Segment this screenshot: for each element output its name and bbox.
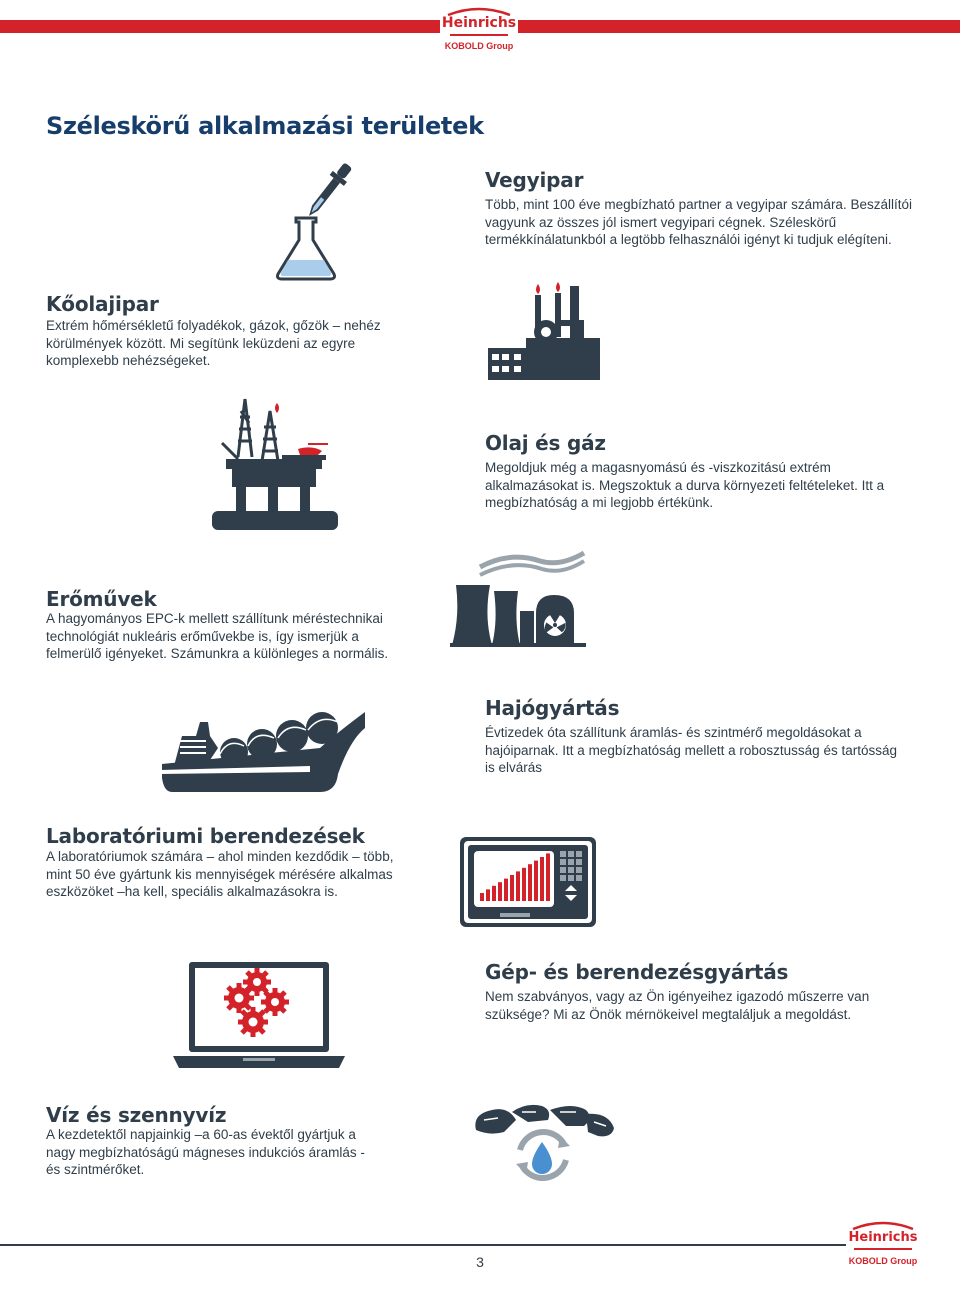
footer-logo-underline xyxy=(854,1248,912,1250)
lab-display-bar xyxy=(486,889,490,901)
lab-display-bar xyxy=(540,857,544,901)
nuclear-plant-icon xyxy=(450,547,586,647)
section-text-olaj-gaz: Megoldjuk még a magasnyomású és -viszkozitású extrém alkalmazásokat is. Megszoktuk a durva környezeti feltételeket. Itt a megbízhatóság a mi legjobb értékünk. xyxy=(485,460,885,510)
footer-logo-arc-icon xyxy=(851,1220,915,1230)
section-text-gepgyartas: Nem szabványos, vagy az Ön igényeihez igazodó műszerre van szüksége? Mi az Önök mérnökeivel megtaláljuk a megoldást. xyxy=(485,989,870,1022)
lng-ship-icon xyxy=(160,708,370,794)
section-text-koolajipar: Extrém hőmérsékletű folyadékok, gázok, gőzök – nehéz körülmények között. Mi segítünk leküzdeni az egyre komplexebb nehézségeket. xyxy=(46,318,381,368)
footer-logo xyxy=(846,1218,920,1268)
section-title-laboratoriumi: Laboratóriumi berendezések xyxy=(46,824,365,848)
section-text-eromuvek: A hagyományos EPC-k mellett szállítunk méréstechnikai technológiát nukleáris erőművekbe is, így ismerjük a felmerülő igényeket. Számunkra a különleges a normális. xyxy=(46,611,389,661)
lab-display-bar xyxy=(546,853,550,901)
lab-display-bar xyxy=(534,861,538,901)
section-title-olaj-gaz: Olaj és gáz xyxy=(485,431,606,455)
section-text-vegyipar: Több, mint 100 éve megbízható partner a vegyipar számára. Beszállítói vagyunk az összes jól ismert vegyipari cégnek. Széleskörű termékkínálatunkból a legtöbb felhasználói igényt ki tudjuk elégíteni. xyxy=(485,197,912,247)
section-title-vegyipar: Vegyipar xyxy=(485,168,584,192)
footer-brand: Heinrichs xyxy=(848,1230,918,1245)
laptop-gears-icon xyxy=(173,962,345,1068)
lab-display-bar xyxy=(480,893,484,901)
section-title-gepgyartas: Gép- és berendezésgyártás xyxy=(485,960,789,984)
header-brand: Heinrichs xyxy=(441,15,517,31)
section-text-viz: A kezdetektől napjainkig –a 60-as évektől gyártjuk a nagy megbízhatóságú mágneses indukciós áramlás - és szintmérőket. xyxy=(46,1127,365,1177)
chemistry-flask-icon xyxy=(276,160,356,282)
section-title-hajogyartas: Hajógyártás xyxy=(485,696,620,720)
lab-display-bar xyxy=(504,879,508,901)
section-title-viz: Víz és szennyvíz xyxy=(46,1103,227,1127)
lab-display-bar xyxy=(528,864,532,901)
page-number: 3 xyxy=(476,1254,484,1270)
section-text-hajogyartas: Évtizedek óta szállítunk áramlás- és szintmérő megoldásokat a hajóiparnak. Itt a megbízhatóság mellett a robosztusság és tartósság is elvárás xyxy=(485,725,897,775)
section-title-eromuvek: Erőművek xyxy=(46,587,157,611)
header-logo xyxy=(440,4,518,54)
lab-display-bar xyxy=(516,871,520,901)
page-title: Széleskörű alkalmazási területek xyxy=(46,112,484,140)
section-title-koolajipar: Kőolajipar xyxy=(46,292,159,316)
refinery-icon xyxy=(488,282,600,380)
footer-line xyxy=(0,1244,918,1246)
section-text-laboratoriumi: A laboratóriumok számára – ahol minden kezdődik – több, mint 50 éve gyártunk kis mennyiségek mérésére alkalmas eszközöket –ha kell, speciális alkalmazásokra is. xyxy=(46,849,394,899)
lab-display-bar xyxy=(492,886,496,901)
water-drop-icon xyxy=(468,1102,618,1194)
footer-group: KOBOLD Group xyxy=(848,1256,918,1266)
lab-display-bar xyxy=(510,875,514,901)
oil-platform-icon xyxy=(212,397,338,530)
logo-underline xyxy=(450,34,508,36)
lab-display-bar xyxy=(522,868,526,901)
lab-display-bar xyxy=(498,882,502,901)
lab-display-icon xyxy=(460,837,596,927)
header-group: KOBOLD Group xyxy=(444,41,514,51)
